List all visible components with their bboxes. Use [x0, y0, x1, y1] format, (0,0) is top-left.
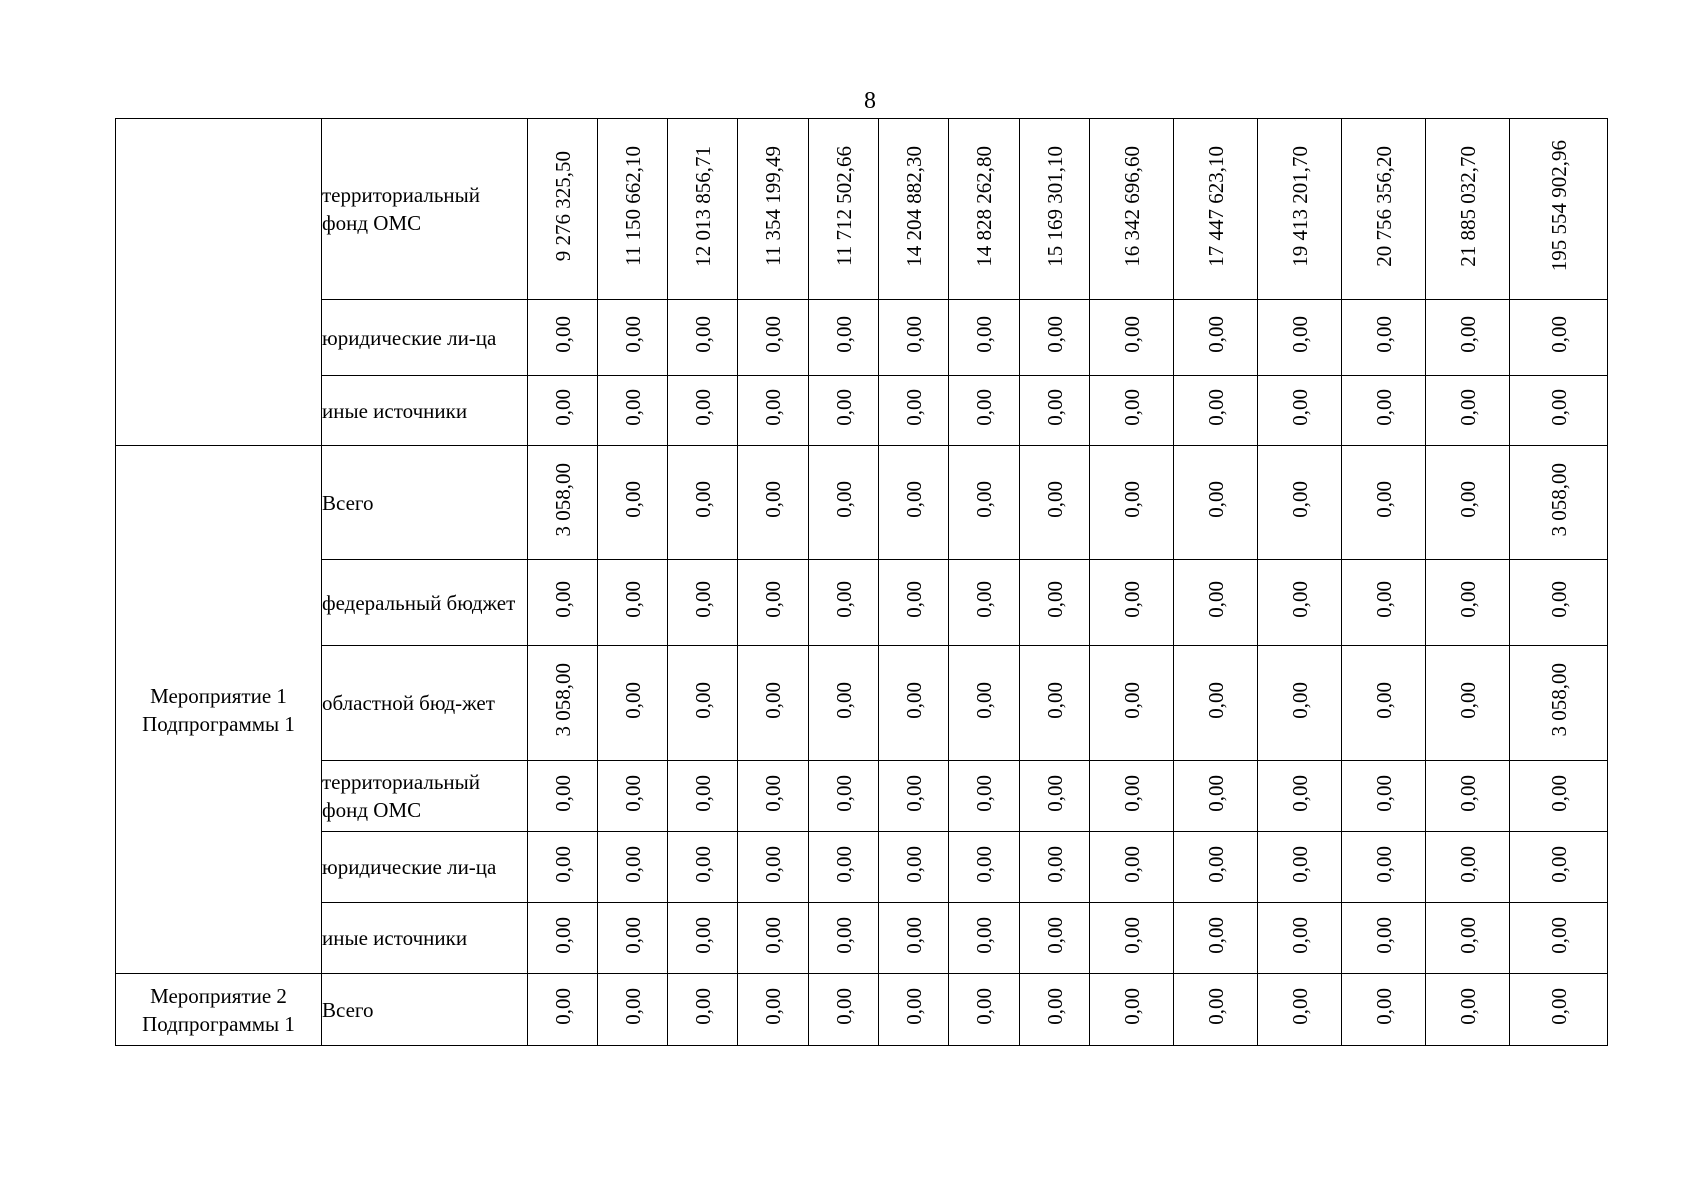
value-cell: 0,00 — [1510, 560, 1608, 646]
value-cell: 0,00 — [1020, 761, 1090, 832]
value-cell: 0,00 — [738, 560, 809, 646]
value-cell: 0,00 — [809, 300, 879, 376]
value-cell: 0,00 — [598, 832, 668, 903]
value-cell: 0,00 — [668, 446, 738, 560]
value-cell: 0,00 — [949, 646, 1020, 761]
value-cell: 19 413 201,70 — [1258, 119, 1342, 300]
value-cell: 0,00 — [879, 560, 949, 646]
source-cell: федеральный бюджет — [322, 560, 528, 646]
value-cell: 0,00 — [1258, 832, 1342, 903]
value-cell: 0,00 — [1174, 446, 1258, 560]
value-cell: 0,00 — [528, 761, 598, 832]
value-cell: 0,00 — [668, 646, 738, 761]
value-cell: 0,00 — [528, 832, 598, 903]
value-cell: 0,00 — [809, 974, 879, 1046]
value-cell: 0,00 — [1090, 974, 1174, 1046]
value-cell: 0,00 — [809, 376, 879, 446]
value-cell: 0,00 — [738, 903, 809, 974]
table-row — [116, 974, 1608, 1046]
value-cell: 15 169 301,10 — [1020, 119, 1090, 300]
value-cell: 0,00 — [1426, 376, 1510, 446]
value-cell: 0,00 — [1174, 560, 1258, 646]
value-cell: 0,00 — [598, 646, 668, 761]
value-cell: 0,00 — [1020, 646, 1090, 761]
value-cell: 0,00 — [1020, 560, 1090, 646]
value-cell: 0,00 — [1174, 974, 1258, 1046]
value-cell: 3 058,00 — [1510, 646, 1608, 761]
value-cell: 0,00 — [668, 903, 738, 974]
table-row — [116, 832, 1608, 903]
measure-cell — [116, 119, 322, 446]
value-cell: 0,00 — [668, 974, 738, 1046]
value-cell: 0,00 — [879, 376, 949, 446]
value-cell: 0,00 — [598, 300, 668, 376]
source-cell: юридические ли-ца — [322, 832, 528, 903]
table-row — [116, 300, 1608, 376]
value-cell: 0,00 — [528, 300, 598, 376]
value-cell: 0,00 — [1342, 446, 1426, 560]
value-cell: 0,00 — [1020, 832, 1090, 903]
value-cell: 14 828 262,80 — [949, 119, 1020, 300]
value-cell: 0,00 — [809, 646, 879, 761]
value-cell: 0,00 — [879, 974, 949, 1046]
value-cell: 0,00 — [1342, 903, 1426, 974]
value-cell: 0,00 — [1342, 560, 1426, 646]
value-cell: 0,00 — [1174, 761, 1258, 832]
value-cell: 0,00 — [1510, 761, 1608, 832]
value-cell: 0,00 — [1510, 832, 1608, 903]
value-cell: 0,00 — [1258, 300, 1342, 376]
value-cell: 0,00 — [1258, 646, 1342, 761]
value-cell: 0,00 — [1510, 376, 1608, 446]
value-cell: 0,00 — [949, 974, 1020, 1046]
table-row — [116, 446, 1608, 560]
value-cell: 0,00 — [949, 832, 1020, 903]
value-cell: 0,00 — [1510, 300, 1608, 376]
value-cell: 0,00 — [738, 761, 809, 832]
value-cell: 0,00 — [598, 974, 668, 1046]
value-cell: 0,00 — [949, 761, 1020, 832]
budget-table — [115, 118, 1608, 1046]
value-cell: 0,00 — [598, 560, 668, 646]
table-row — [116, 903, 1608, 974]
value-cell: 0,00 — [738, 300, 809, 376]
value-cell: 0,00 — [1090, 646, 1174, 761]
value-cell: 0,00 — [668, 300, 738, 376]
value-cell: 11 354 199,49 — [738, 119, 809, 300]
value-cell: 0,00 — [1174, 646, 1258, 761]
value-cell: 0,00 — [738, 376, 809, 446]
measure-cell: Мероприятие 1 Подпрограммы 1 — [116, 446, 322, 974]
source-cell: иные источники — [322, 903, 528, 974]
value-cell: 0,00 — [949, 903, 1020, 974]
value-cell: 0,00 — [1090, 560, 1174, 646]
value-cell: 3 058,00 — [528, 646, 598, 761]
value-cell: 9 276 325,50 — [528, 119, 598, 300]
value-cell: 0,00 — [949, 446, 1020, 560]
value-cell: 0,00 — [1258, 376, 1342, 446]
source-cell: территориальный фонд ОМС — [322, 119, 528, 300]
value-cell: 195 554 902,96 — [1510, 119, 1608, 300]
value-cell: 0,00 — [1510, 903, 1608, 974]
value-cell: 0,00 — [949, 376, 1020, 446]
value-cell: 0,00 — [1090, 446, 1174, 560]
value-cell: 0,00 — [1020, 300, 1090, 376]
value-cell: 0,00 — [1426, 761, 1510, 832]
table-row — [116, 376, 1608, 446]
value-cell: 0,00 — [809, 903, 879, 974]
table-row — [116, 646, 1608, 761]
table-row — [116, 119, 1608, 300]
value-cell: 0,00 — [809, 446, 879, 560]
source-cell: иные источники — [322, 376, 528, 446]
value-cell: 20 756 356,20 — [1342, 119, 1426, 300]
value-cell: 3 058,00 — [1510, 446, 1608, 560]
value-cell: 0,00 — [879, 832, 949, 903]
value-cell: 0,00 — [598, 376, 668, 446]
value-cell: 0,00 — [598, 903, 668, 974]
value-cell: 0,00 — [738, 446, 809, 560]
value-cell: 0,00 — [528, 903, 598, 974]
value-cell: 0,00 — [809, 560, 879, 646]
source-cell: Всего — [322, 974, 528, 1046]
value-cell: 0,00 — [879, 646, 949, 761]
value-cell: 0,00 — [668, 832, 738, 903]
value-cell: 0,00 — [528, 560, 598, 646]
table-row — [116, 761, 1608, 832]
value-cell: 0,00 — [809, 761, 879, 832]
source-cell: областной бюд-жет — [322, 646, 528, 761]
value-cell: 0,00 — [668, 761, 738, 832]
value-cell: 0,00 — [1174, 376, 1258, 446]
value-cell: 0,00 — [1020, 903, 1090, 974]
value-cell: 0,00 — [1510, 974, 1608, 1046]
value-cell: 0,00 — [738, 974, 809, 1046]
value-cell: 0,00 — [738, 646, 809, 761]
measure-cell: Мероприятие 2 Подпрограммы 1 — [116, 974, 322, 1046]
value-cell: 0,00 — [1258, 446, 1342, 560]
value-cell: 12 013 856,71 — [668, 119, 738, 300]
value-cell: 0,00 — [1090, 903, 1174, 974]
value-cell: 0,00 — [1258, 974, 1342, 1046]
value-cell: 0,00 — [879, 300, 949, 376]
value-cell: 17 447 623,10 — [1174, 119, 1258, 300]
value-cell: 0,00 — [738, 832, 809, 903]
value-cell: 0,00 — [1426, 832, 1510, 903]
value-cell: 0,00 — [1090, 832, 1174, 903]
value-cell: 0,00 — [1090, 300, 1174, 376]
value-cell: 0,00 — [1020, 974, 1090, 1046]
value-cell: 0,00 — [1020, 376, 1090, 446]
value-cell: 0,00 — [1426, 646, 1510, 761]
source-cell: юридические ли-ца — [322, 300, 528, 376]
value-cell: 21 885 032,70 — [1426, 119, 1510, 300]
value-cell: 0,00 — [668, 376, 738, 446]
value-cell: 0,00 — [949, 300, 1020, 376]
value-cell: 0,00 — [1426, 560, 1510, 646]
value-cell: 0,00 — [1258, 560, 1342, 646]
value-cell: 0,00 — [668, 560, 738, 646]
value-cell: 0,00 — [1258, 761, 1342, 832]
page-number: 8 — [864, 88, 876, 114]
value-cell: 0,00 — [1090, 376, 1174, 446]
value-cell: 0,00 — [1090, 761, 1174, 832]
value-cell: 0,00 — [598, 761, 668, 832]
value-cell: 0,00 — [1174, 832, 1258, 903]
value-cell: 0,00 — [949, 560, 1020, 646]
value-cell: 0,00 — [1258, 903, 1342, 974]
value-cell: 3 058,00 — [528, 446, 598, 560]
source-cell: территориальный фонд ОМС — [322, 761, 528, 832]
value-cell: 11 150 662,10 — [598, 119, 668, 300]
value-cell: 0,00 — [598, 446, 668, 560]
value-cell: 0,00 — [528, 376, 598, 446]
value-cell: 0,00 — [1426, 974, 1510, 1046]
table-row — [116, 560, 1608, 646]
value-cell: 0,00 — [1342, 646, 1426, 761]
value-cell: 0,00 — [809, 832, 879, 903]
value-cell: 0,00 — [879, 761, 949, 832]
value-cell: 0,00 — [1342, 832, 1426, 903]
source-cell: Всего — [322, 446, 528, 560]
value-cell: 16 342 696,60 — [1090, 119, 1174, 300]
value-cell: 0,00 — [1342, 376, 1426, 446]
value-cell: 0,00 — [1426, 300, 1510, 376]
value-cell: 0,00 — [528, 974, 598, 1046]
value-cell: 0,00 — [1174, 300, 1258, 376]
value-cell: 0,00 — [1174, 903, 1258, 974]
value-cell: 0,00 — [1426, 446, 1510, 560]
value-cell: 0,00 — [1342, 761, 1426, 832]
value-cell: 11 712 502,66 — [809, 119, 879, 300]
value-cell: 0,00 — [879, 446, 949, 560]
value-cell: 14 204 882,30 — [879, 119, 949, 300]
value-cell: 0,00 — [1426, 903, 1510, 974]
value-cell: 0,00 — [879, 903, 949, 974]
value-cell: 0,00 — [1020, 446, 1090, 560]
value-cell: 0,00 — [1342, 974, 1426, 1046]
value-cell: 0,00 — [1342, 300, 1426, 376]
